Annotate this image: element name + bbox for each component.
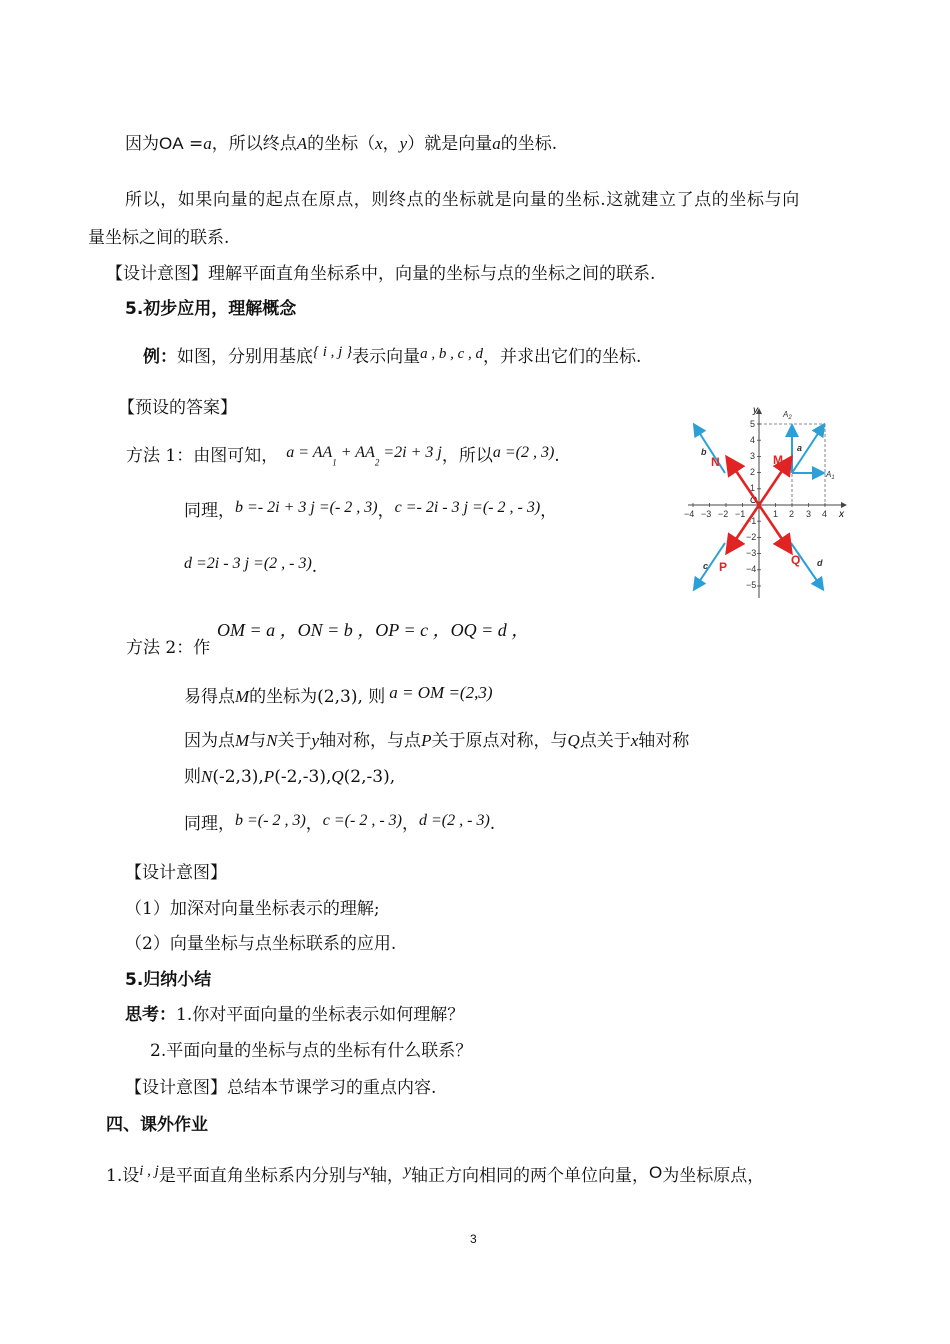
- x-tick-label: 2: [789, 509, 795, 519]
- x-tick-label: 4: [822, 509, 828, 519]
- text: 的坐标.: [500, 134, 558, 154]
- text: 轴正方向相同的两个单位向量，: [411, 1166, 650, 1186]
- method1-line: [126, 445, 560, 467]
- text: ，所以终点: [211, 134, 297, 154]
- math: a = OM =(2,3): [389, 683, 493, 702]
- y-tick-label: −5: [746, 580, 757, 590]
- x-tick-label: 3: [806, 509, 812, 519]
- y-tick-label: 1: [750, 483, 756, 493]
- text: 方法 1：由图可知，: [126, 446, 279, 466]
- coordinate-figure: [683, 403, 853, 598]
- text: 关于: [277, 731, 312, 751]
- math-sub: 2: [374, 457, 380, 468]
- section-heading-homework: 四、课外作业: [106, 1115, 208, 1135]
- method2-line-b: [184, 732, 689, 750]
- text: 如图，分别用基底: [177, 347, 313, 367]
- text: 因为: [125, 134, 159, 154]
- design-intent-3: 【设计意图】总结本节课学习的重点内容.: [125, 1078, 437, 1098]
- math-basis: { i , j }: [313, 344, 353, 360]
- math-A: A: [296, 134, 308, 153]
- math: a =(2 , 3): [492, 444, 555, 461]
- math: d =2i - 3 j =(2 , - 3): [184, 555, 312, 572]
- point-label-P: P: [719, 560, 728, 574]
- text: (-2,3),: [212, 767, 264, 787]
- point-label-M: M: [773, 453, 783, 467]
- math: c =(- 2 , - 3): [322, 812, 402, 829]
- math-x: x: [630, 731, 639, 750]
- text: 点关于: [579, 731, 631, 751]
- text: 为坐标原点，: [662, 1166, 765, 1186]
- math-P: P: [421, 731, 432, 750]
- section-heading-apply: 5.初步应用，理解概念: [125, 299, 297, 319]
- point-label-A1: $A_1$: [826, 470, 835, 481]
- example-label: 例：: [143, 347, 177, 367]
- text: ，并求出它们的坐标.: [483, 347, 642, 367]
- y-axis-label: y: [753, 405, 758, 416]
- text-line-2a: 所以，如果向量的起点在原点，则终点的坐标就是向量的坐标.这就建立了点的坐标与向: [125, 190, 800, 210]
- text: 的坐标为(2,3), 则: [249, 687, 386, 707]
- text: ，: [305, 814, 323, 834]
- math-Q: Q: [567, 731, 580, 750]
- math: b =(- 2 , 3): [235, 812, 306, 829]
- text: 是平面直角坐标系内分别与: [158, 1166, 363, 1186]
- design-intent-1: 【设计意图】理解平面直角坐标系中，向量的坐标与点的坐标之间的联系.: [106, 264, 656, 284]
- x-tick-label: −1: [735, 509, 746, 519]
- math-P: P: [263, 767, 275, 786]
- math-vectors: a , b , c , d: [420, 346, 484, 362]
- math-y: y: [399, 134, 408, 153]
- origin-label: O: [750, 495, 758, 505]
- text: 与: [249, 731, 267, 751]
- y-tick-label: 4: [750, 435, 756, 445]
- text: 1.设: [106, 1166, 140, 1186]
- design-intent-2b: （2）向量坐标与点坐标联系的应用.: [125, 934, 397, 954]
- text: (2,-3),: [343, 767, 396, 787]
- think-line-1: [125, 1007, 464, 1024]
- method1-line-b: [184, 500, 557, 520]
- text: 则: [184, 767, 201, 787]
- vector-label-a: a: [797, 443, 803, 453]
- vector-label-b: b: [701, 447, 707, 457]
- vector-ON: [728, 459, 759, 505]
- text: .: [489, 814, 496, 834]
- think-line-2: 2.平面向量的坐标与点的坐标有什么联系？: [150, 1041, 473, 1061]
- text-line-1: [125, 135, 557, 153]
- example-line: [143, 345, 641, 366]
- method2-line-a: [184, 684, 493, 706]
- math-N: N: [201, 767, 213, 786]
- page-number: 3: [470, 1232, 477, 1246]
- math-N: N: [266, 731, 278, 750]
- text: ）就是向量: [407, 134, 493, 154]
- math-M: M: [235, 687, 250, 706]
- math-a: a: [492, 134, 501, 153]
- text: 轴对称: [638, 731, 690, 751]
- text: (-2,-3),: [274, 767, 332, 787]
- text: ，: [377, 501, 395, 521]
- method2-line-c: [184, 768, 395, 786]
- math-M: M: [235, 731, 250, 750]
- text: .: [311, 557, 318, 577]
- text: 表示向量: [352, 347, 421, 367]
- text: .: [554, 446, 560, 466]
- section-heading-summary: 5.归纳小结: [125, 970, 212, 990]
- math-O: O: [649, 1163, 663, 1182]
- text: ，: [382, 134, 400, 154]
- x-axis-label: x: [839, 509, 844, 520]
- math: b =- 2i + 3 j =(- 2 , 3): [235, 499, 378, 516]
- math: a = AA: [286, 444, 333, 461]
- math-x: x: [375, 134, 383, 153]
- x-tick-label: −4: [684, 509, 695, 519]
- text: 因为点: [184, 731, 235, 751]
- method2-vectors: OM = a ，ON = b ，OP = c ，OQ = d ，: [217, 620, 530, 640]
- math: =: [183, 134, 204, 154]
- method2-label: 方法 2：作: [126, 638, 211, 658]
- design-intent-2: 【设计意图】: [125, 863, 227, 883]
- y-tick-label: −3: [746, 548, 757, 558]
- homework-line: [106, 1163, 764, 1185]
- text: 易得点: [184, 687, 235, 707]
- math: d =(2 , - 3): [419, 812, 490, 829]
- method1-line-c: [184, 556, 317, 576]
- math: + AA: [336, 444, 375, 461]
- y-tick-label: −4: [746, 564, 757, 574]
- text: ，: [540, 501, 558, 521]
- answer-title: 【预设的答案】: [118, 398, 237, 418]
- point-label-Q: Q: [791, 553, 801, 567]
- y-tick-label: −2: [746, 532, 757, 542]
- text: 关于原点对称，与: [431, 731, 568, 751]
- math-Q: Q: [331, 767, 344, 786]
- text: 1.你对平面向量的坐标表示如何理解？: [176, 1005, 465, 1025]
- vector-label-d: d: [817, 558, 823, 568]
- text: 同理，: [184, 814, 235, 834]
- math-a: a: [203, 134, 212, 153]
- text: 轴，: [369, 1166, 404, 1186]
- x-tick-label: −2: [718, 509, 729, 519]
- math-OA: OA: [159, 134, 184, 153]
- text: 轴对称，与点: [319, 731, 422, 751]
- math-sub: 1: [332, 457, 337, 468]
- text: ，: [402, 814, 419, 834]
- method2-line-d: [184, 813, 495, 833]
- text-line-2b: 量坐标之间的联系.: [88, 228, 230, 248]
- math-y: y: [311, 731, 320, 750]
- vector-label-c: c: [703, 561, 709, 571]
- math-ij: i , j: [139, 1163, 159, 1179]
- math-x: x: [362, 1162, 370, 1179]
- y-tick-label: 5: [750, 419, 756, 429]
- math-y: y: [403, 1162, 412, 1179]
- y-tick-label: 3: [750, 451, 756, 461]
- text: 同理，: [184, 501, 235, 521]
- y-tick-label: 2: [750, 467, 756, 477]
- x-tick-label: −3: [701, 509, 712, 519]
- design-intent-2a: （1）加深对向量坐标表示的理解;: [125, 899, 380, 919]
- text: ，所以: [441, 446, 493, 466]
- math: c =- 2i - 3 j =(- 2 , - 3): [394, 499, 541, 516]
- x-tick-label: 1: [773, 509, 779, 519]
- point-label-A2: $A_2$: [783, 410, 792, 421]
- vector-b: [695, 426, 725, 473]
- think-label: 思考：: [125, 1005, 176, 1025]
- point-label-N: N: [711, 455, 720, 469]
- y-tick-label: −1: [746, 516, 757, 526]
- text: 的坐标（: [307, 134, 376, 154]
- math: =2i + 3 j: [379, 444, 442, 461]
